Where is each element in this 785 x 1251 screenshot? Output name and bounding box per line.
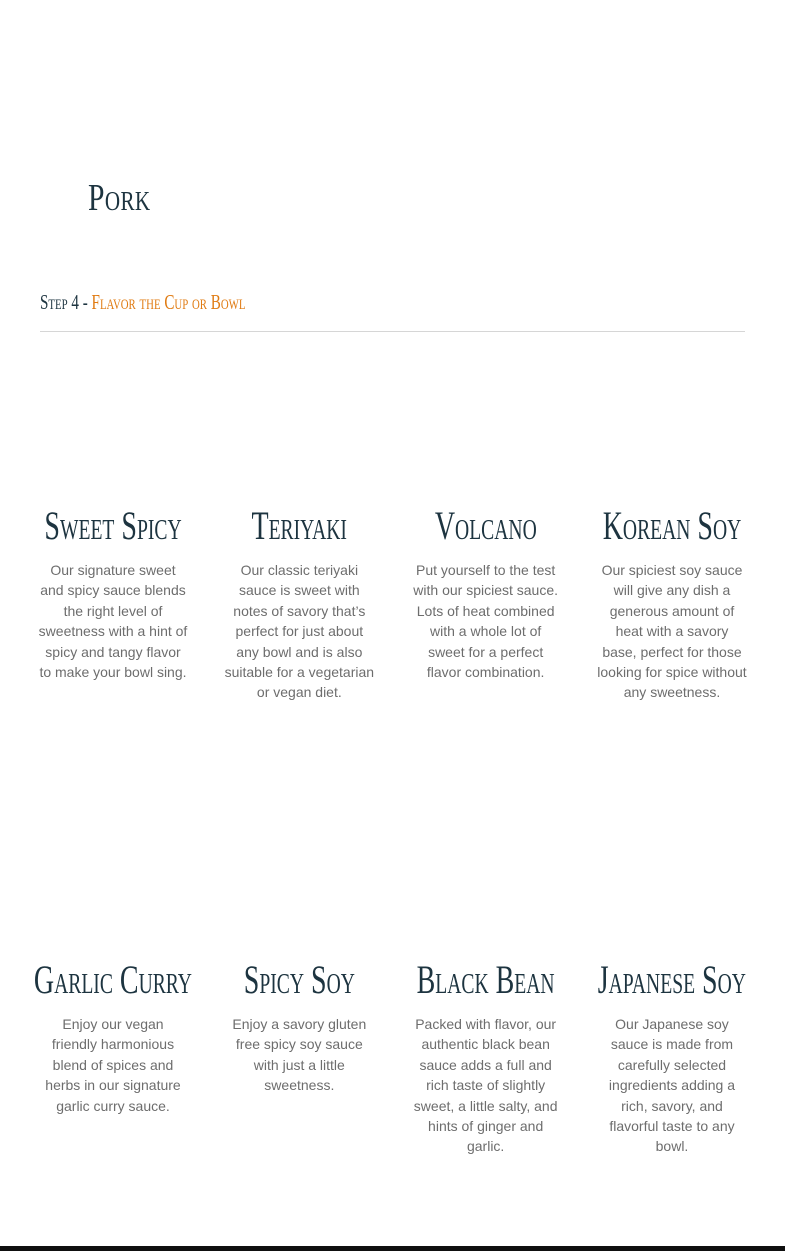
sauce-name: Black Bean [416,957,555,1002]
sauce-description: Packed with flavor, our authentic black bean sauce adds a full and rich taste of slightly sweet, a little salty, and hints of ginger and garlic. [413,1016,558,1155]
sauce-card-black-bean[interactable] [393,954,579,1157]
sauce-name: Volcano [434,503,537,548]
sauce-description: Our signature sweet and spicy sauce blends the right level of sweetness with a hint of spicy and tangy flavor to make your bowl sing. [38,562,188,681]
sauce-card-garlic-curry[interactable] [20,954,206,1157]
sauce-name: Teriyaki [251,503,348,548]
sauce-name: Sweet Spicy [44,503,182,548]
sauce-description: Our Japanese soy sauce is made from carefully selected ingredients adding a rich, savory, and flavorful taste to any bowl. [608,1016,736,1155]
sauce-name: Garlic Curry [33,957,193,1002]
footer-edge-bar [0,1246,785,1251]
step-divider [40,331,745,332]
sauce-card-volcano[interactable] [393,500,579,703]
sauce-row-1 [20,500,765,703]
step-heading [40,290,245,315]
step-title: Flavor the Cup or Bowl [91,290,246,314]
sauce-name: Spicy Soy [243,957,355,1002]
sauce-name: Korean Soy [602,503,742,548]
sauce-description: Our classic teriyaki sauce is sweet with notes of savory that’s perfect for just about any bowl and is also suitable for a vegetarian or vegan diet. [224,562,375,701]
sauce-card-japanese-soy[interactable] [579,954,765,1157]
sauce-card-spicy-soy[interactable] [206,954,392,1157]
sauce-card-teriyaki[interactable] [206,500,392,703]
sauce-description: Put yourself to the test with our spiciest sauce. Lots of heat combined with a whole lot of sweet for a perfect flavor combination. [413,562,559,681]
sauce-card-korean-soy[interactable] [579,500,765,703]
sauce-name: Japanese Soy [597,957,747,1002]
step-prefix: Step 4 - [40,290,92,314]
sauce-description: Enjoy a savory gluten free spicy soy sauce with just a little sweetness. [232,1016,367,1094]
sauce-description: Enjoy our vegan friendly harmonious blend of spices and herbs in our signature garlic curry sauce. [45,1016,181,1114]
sauce-card-sweet-spicy[interactable] [20,500,206,703]
sauce-description: Our spiciest soy sauce will give any dish a generous amount of heat with a savory base, perfect for those looking for spice without any sweetness. [597,562,747,701]
sauce-row-2 [20,954,765,1157]
protein-title: Pork [88,177,151,219]
